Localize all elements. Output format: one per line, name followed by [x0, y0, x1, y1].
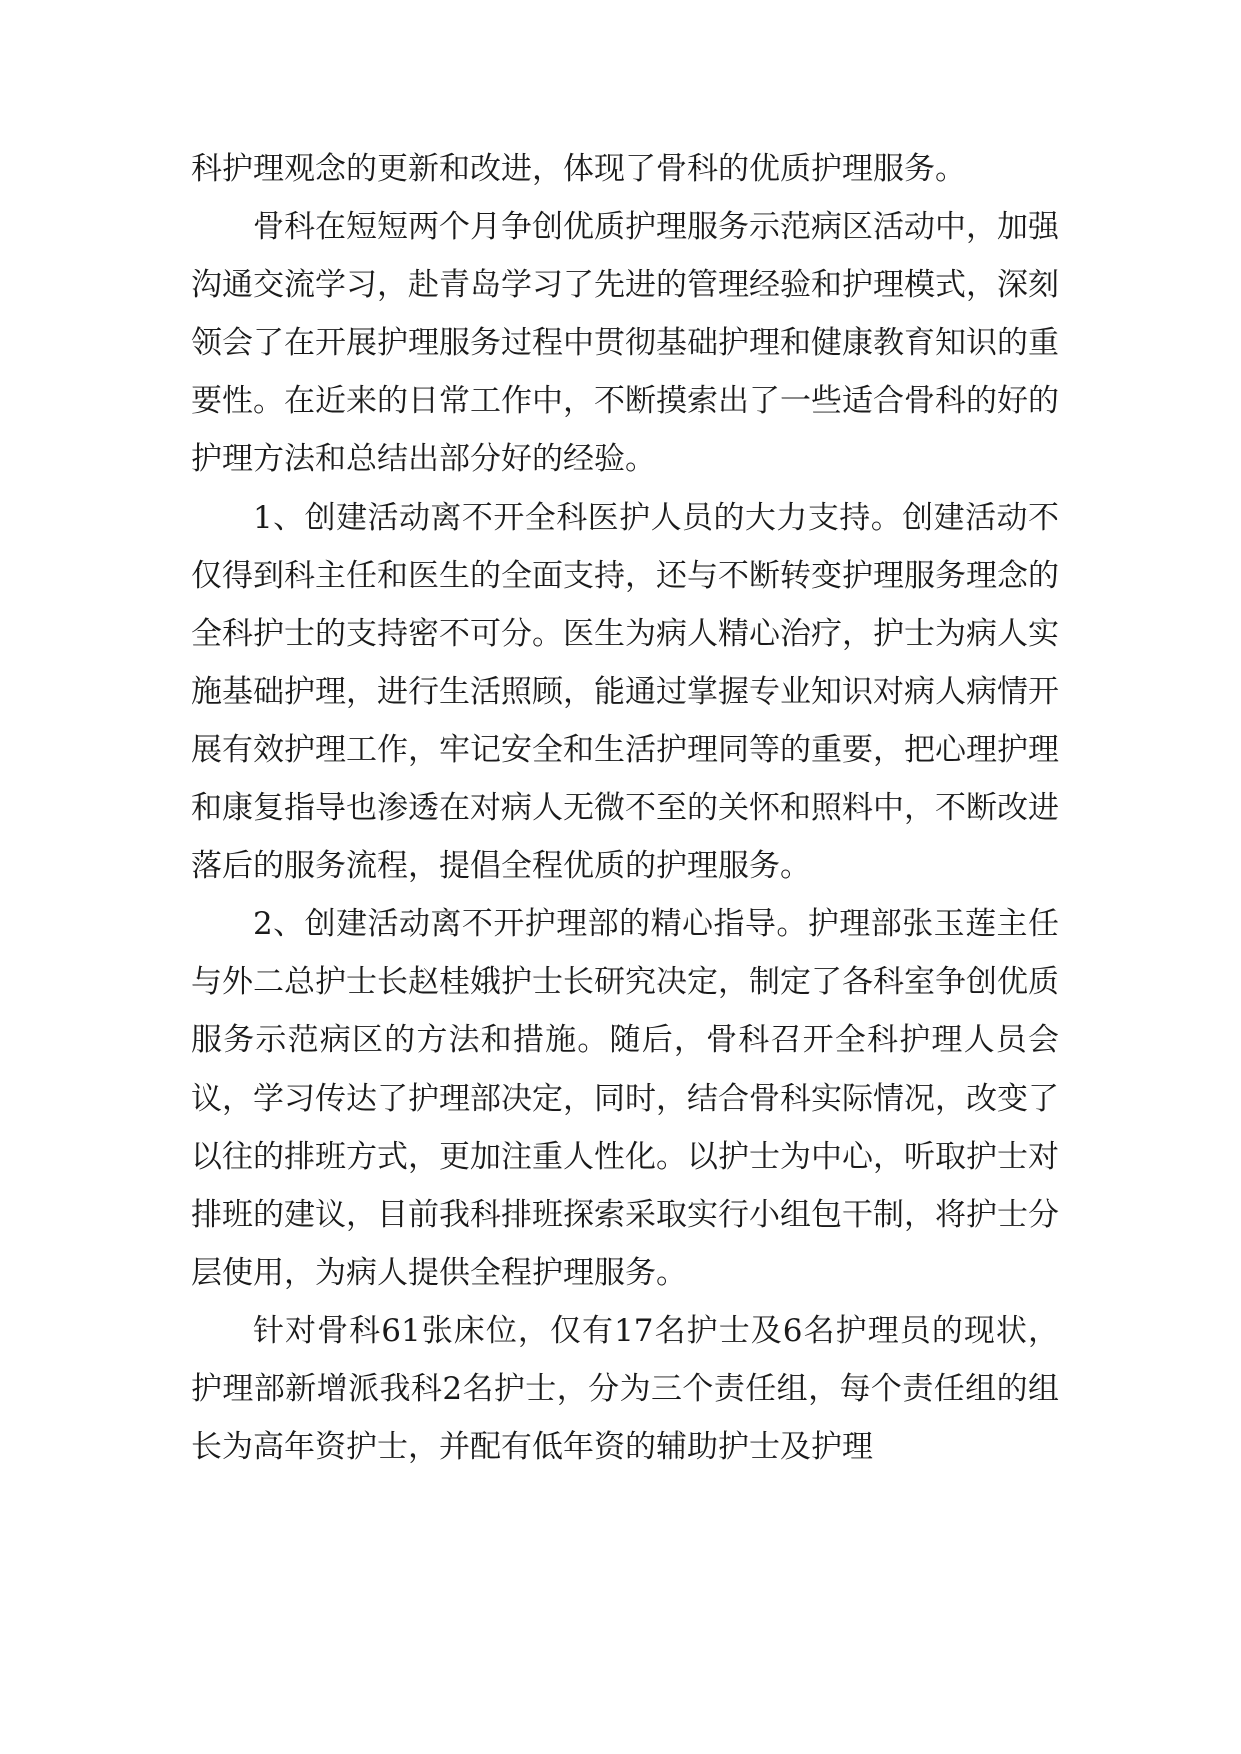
paragraph-intro: 骨科在短短两个月争创优质护理服务示范病区活动中，加强沟通交流学习，赴青岛学习了先进的管理经验和护理模式，深刻领会了在开展护理服务过程中贯彻基础护理和健康教育知识的重要性。在近来的日常工作中，不断摸索出了一些适合骨科的好的护理方法和总结出部分好的经验。: [191, 209, 1059, 478]
paragraph-continuation: 科护理观念的更新和改进，体现了骨科的优质护理服务。: [191, 151, 966, 187]
paragraph-point-2: 2、创建活动离不开护理部的精心指导。护理部张玉莲主任与外二总护士长赵桂娥护士长研究决定，制定了各科室争创优质服务示范病区的方法和措施。随后，骨科召开全科护理人员会议，学习传达了护理部决定，同时，结合骨科实际情况，改变了以往的排班方式，更加注重人性化。以护士为中心，听取护士对排班的建议，目前我科排班探索采取实行小组包干制，将护士分层使用，为病人提供全程护理服务。: [191, 906, 1059, 1291]
document-page: [191, 140, 1059, 1476]
paragraph-staffing: 针对骨科61张床位，仅有17名护士及6名护理员的现状，护理部新增派我科2名护士，分为三个责任组，每个责任组的组长为高年资护士，并配有低年资的辅助护士及护理: [191, 1312, 1059, 1466]
paragraph-point-1: 1、创建活动离不开全科医护人员的大力支持。创建活动不仅得到科主任和医生的全面支持，还与不断转变护理服务理念的全科护士的支持密不可分。医生为病人精心治疗，护士为病人实施基础护理，进行生活照顾，能通过掌握专业知识对病人病情开展有效护理工作，牢记安全和生活护理同等的重要，把心理护理和康复指导也渗透在对病人无微不至的关怀和照料中，不断改进落后的服务流程，提倡全程优质的护理服务。: [191, 499, 1059, 885]
